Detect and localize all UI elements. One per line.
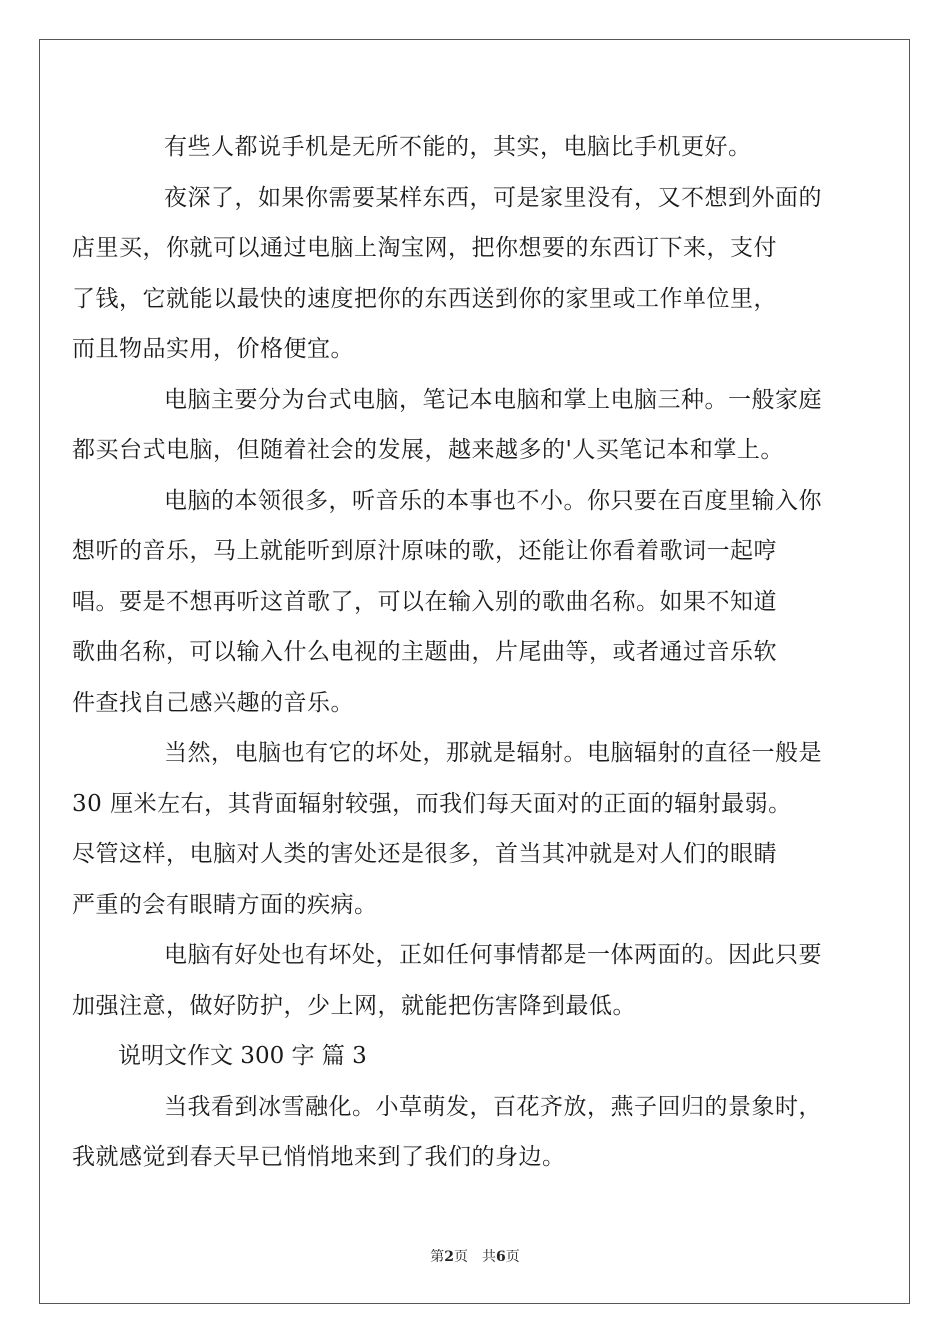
paragraph-line: 歌曲名称，可以输入什么电视的主题曲，片尾曲等，或者通过音乐软 (72, 639, 777, 665)
paragraph (72, 930, 838, 1031)
paragraph-group (72, 122, 838, 1031)
paragraph-line: 了钱，它就能以最快的速度把你的东西送到你的家里或工作单位里， (72, 285, 777, 312)
paragraph-line: 严重的会有眼睛方面的疾病。 (72, 891, 378, 918)
paragraph-line: 店里买，你就可以通过电脑上淘宝网，把你想要的东西订下来，支付 (72, 235, 777, 261)
document-body (72, 122, 838, 1183)
total-pages: 6 (496, 1249, 506, 1265)
page-number: 2 (444, 1249, 454, 1265)
paragraph-line: 都买台式电脑，但随着社会的发展，越来越多的'人买笔记本和掌上。 (72, 437, 784, 463)
paragraph-line: 有些人都说手机是无所不能的，其实，电脑比手机更好。 (164, 134, 752, 160)
paragraph-line: 而且物品实用，价格便宜。 (72, 336, 354, 362)
section-heading: 说明文作文 300 字 篇 3 (118, 1043, 367, 1069)
total-label-prefix: 共 (482, 1249, 496, 1265)
paragraph (72, 476, 838, 729)
paragraph-line: 30 厘米左右，其背面辐射较强，而我们每天面对的正面的辐射最弱。 (72, 790, 792, 817)
paragraph-line: 唱。要是不想再听这首歌了，可以在输入别的歌曲名称。如果不知道 (72, 588, 777, 615)
paragraph (118, 122, 838, 173)
paragraph-line: 当然，电脑也有它的坏处，那就是辐射。电脑辐射的直径一般是 (164, 740, 822, 766)
paragraph-line: 当我看到冰雪融化。小草萌发，百花齐放，燕子回归的景象时， (164, 1093, 822, 1120)
paragraph-line: 我就感觉到春天早已悄悄地来到了我们的身边。 (72, 1144, 566, 1170)
paragraph-line: 加强注意，做好防护，少上网，就能把伤害降到最低。 (72, 992, 636, 1019)
paragraph (72, 173, 838, 375)
paragraph (72, 375, 838, 476)
paragraph-group (72, 1082, 838, 1183)
paragraph-line: 夜深了，如果你需要某样东西，可是家里没有，又不想到外面的 (164, 184, 822, 211)
paragraph (72, 1082, 838, 1183)
paragraph-line: 件查找自己感兴趣的音乐。 (72, 689, 354, 716)
page-label-prefix: 第 (430, 1249, 445, 1265)
page-footer (0, 1246, 950, 1266)
paragraph-line: 电脑有好处也有坏处，正如任何事情都是一体两面的。因此只要 (164, 942, 822, 968)
paragraph (72, 728, 838, 930)
paragraph-line: 想听的音乐，马上就能听到原汁原味的歌，还能让你看着歌词一起哼 (72, 538, 777, 564)
total-label-suffix: 页 (505, 1249, 520, 1265)
page-label-suffix: 页 (454, 1249, 468, 1265)
paragraph-line: 电脑的本领很多，听音乐的本事也不小。你只要在百度里输入你 (164, 487, 822, 514)
paragraph-line: 尽管这样，电脑对人类的害处还是很多，首当其冲就是对人们的眼睛 (72, 841, 777, 867)
paragraph-line: 电脑主要分为台式电脑，笔记本电脑和掌上电脑三种。一般家庭 (164, 386, 822, 413)
